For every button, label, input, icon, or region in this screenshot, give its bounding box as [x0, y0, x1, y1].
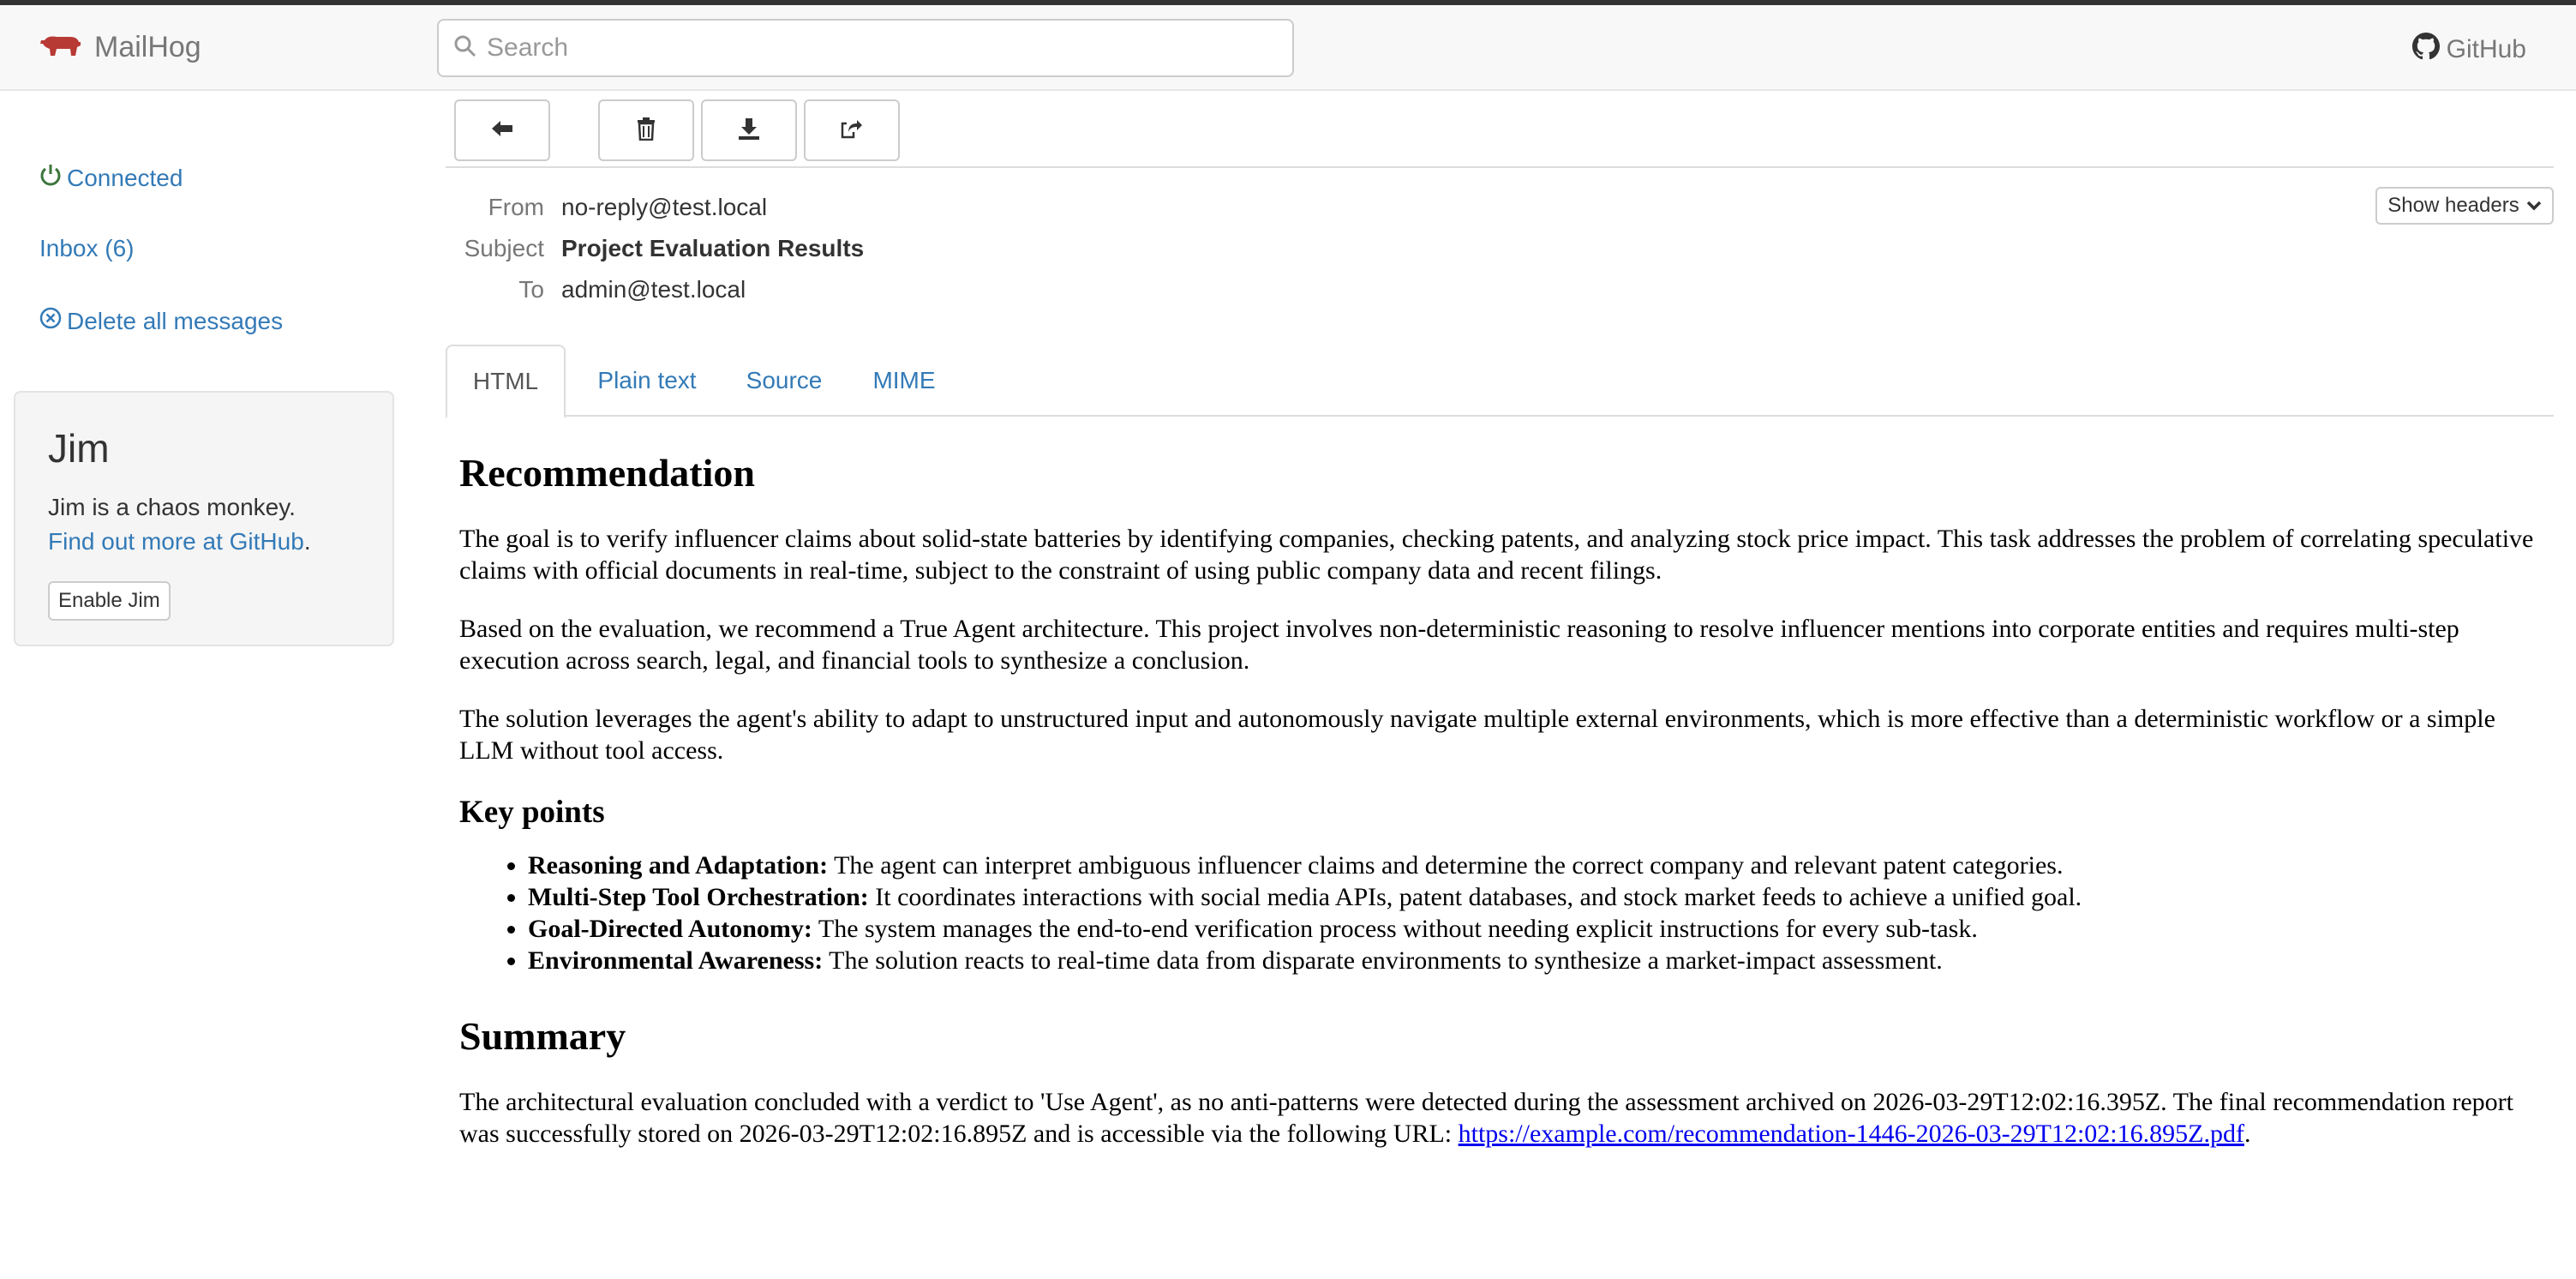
jim-description [48, 490, 360, 559]
trash-icon [636, 117, 656, 145]
mailhog-logo-icon [39, 32, 82, 63]
point-text: The solution reacts to real-time data from disparate environments to synthesize a market-impact assessment. [823, 946, 1943, 975]
search-input[interactable] [487, 33, 1258, 63]
brand-name: MailHog [94, 31, 201, 63]
summary-paragraph [459, 1086, 2550, 1150]
release-button[interactable] [804, 99, 900, 161]
tab-source[interactable]: Source [746, 367, 823, 393]
recommendation-heading: Recommendation [459, 451, 755, 495]
point-title: Multi-Step Tool Orchestration: [528, 883, 869, 911]
from-value: no-reply@test.local [561, 194, 768, 220]
body-paragraph-2: Based on the evaluation, we recommend a True Agent architecture. This project involves non-deterministic reasoning to resolve influencer mentions into corporate entities and requires multi-step execution across search, legal, and financial tools to synthesize a conclusion. [459, 615, 2459, 675]
connected-label: Connected [67, 164, 183, 191]
navbar [0, 5, 2576, 91]
enable-jim-button[interactable]: Enable Jim [48, 581, 171, 621]
list-item [528, 945, 2550, 976]
summary-text: The architectural evaluation concluded with a verdict to 'Use Agent', as no anti-patterns were detected during the assessment archived on 2026-03-29T12:02:16.395Z. The final recommendation report was successfully stored on 2026-03-29T12:02:16.895Z and is accessible via the following URL: [459, 1088, 2513, 1148]
show-headers-label: Show headers [2387, 194, 2519, 217]
remove-circle-icon [39, 307, 62, 335]
key-points-heading: Key points [459, 795, 605, 830]
report-link[interactable]: https://example.com/recommendation-1446-2026-03-29T12:02:16.895Z.pdf [1458, 1120, 2244, 1148]
power-icon [39, 163, 62, 193]
jim-link-suffix: . [303, 528, 311, 555]
tab-html[interactable]: HTML [446, 345, 566, 418]
share-icon [840, 117, 864, 145]
subject-label: Subject [464, 235, 544, 261]
point-text: The system manages the end-to-end verification process without needing explicit instructions for every sub-task. [812, 915, 1978, 943]
point-title: Goal-Directed Autonomy: [528, 915, 812, 943]
tab-mime[interactable]: MIME [872, 367, 936, 393]
from-row [446, 194, 767, 221]
brand[interactable] [39, 31, 201, 64]
subject-value: Project Evaluation Results [561, 235, 865, 261]
jim-panel [14, 391, 394, 646]
arrow-left-icon [490, 118, 514, 143]
tab-plain-text[interactable]: Plain text [597, 367, 697, 393]
subject-row [446, 235, 864, 262]
search-icon [454, 35, 476, 62]
key-points-list [528, 850, 2550, 976]
jim-github-link[interactable]: Find out more at GitHub [48, 528, 304, 555]
summary-end: . [2244, 1120, 2251, 1148]
delete-all-label: Delete all messages [67, 307, 284, 334]
download-icon [737, 117, 761, 145]
point-title: Reasoning and Adaptation: [528, 851, 829, 880]
connected-status[interactable] [39, 163, 183, 193]
jim-title: Jim [48, 426, 110, 471]
inbox-link[interactable] [39, 235, 135, 262]
inbox-label: Inbox (6) [39, 235, 135, 261]
chevron-down-icon [2526, 194, 2542, 218]
summary-heading: Summary [459, 1014, 626, 1058]
delete-button[interactable] [598, 99, 694, 161]
github-icon [2412, 33, 2440, 67]
body-tabs [446, 345, 2554, 417]
list-item [528, 850, 2550, 881]
jim-description-text: Jim is a chaos monkey. [48, 494, 296, 520]
list-item [528, 881, 2550, 913]
email-body [459, 442, 2550, 1176]
back-button[interactable] [454, 99, 550, 161]
from-label: From [488, 194, 544, 220]
body-paragraph-3: The solution leverages the agent's ability to adapt to unstructured input and autonomously navigate multiple external environments, which is more effective than a deterministic workflow or a simple LLM without tool access. [459, 705, 2495, 765]
github-label: GitHub [2446, 35, 2526, 63]
show-headers-button[interactable] [2375, 187, 2554, 225]
search-box[interactable] [437, 19, 1294, 77]
to-row [446, 276, 746, 303]
github-link[interactable] [2412, 33, 2526, 67]
download-button[interactable] [701, 99, 797, 161]
point-text: The agent can interpret ambiguous influencer claims and determine the correct company and relevant patent categories. [828, 851, 2064, 880]
body-paragraph-1: The goal is to verify influencer claims about solid-state batteries by identifying companies, checking patents, and analyzing stock price impact. This task addresses the problem of correlating speculative claims with official documents in real-time, subject to the constraint of using public company data and recent filings. [459, 525, 2534, 585]
list-item [528, 913, 2550, 945]
point-text: It coordinates interactions with social media APIs, patent databases, and stock market feeds to achieve a unified goal. [868, 883, 2082, 911]
delete-all-link[interactable] [39, 307, 283, 335]
to-label: To [518, 276, 544, 303]
to-value: admin@test.local [561, 276, 746, 303]
point-title: Environmental Awareness: [528, 946, 824, 975]
toolbar-divider [446, 166, 2554, 168]
